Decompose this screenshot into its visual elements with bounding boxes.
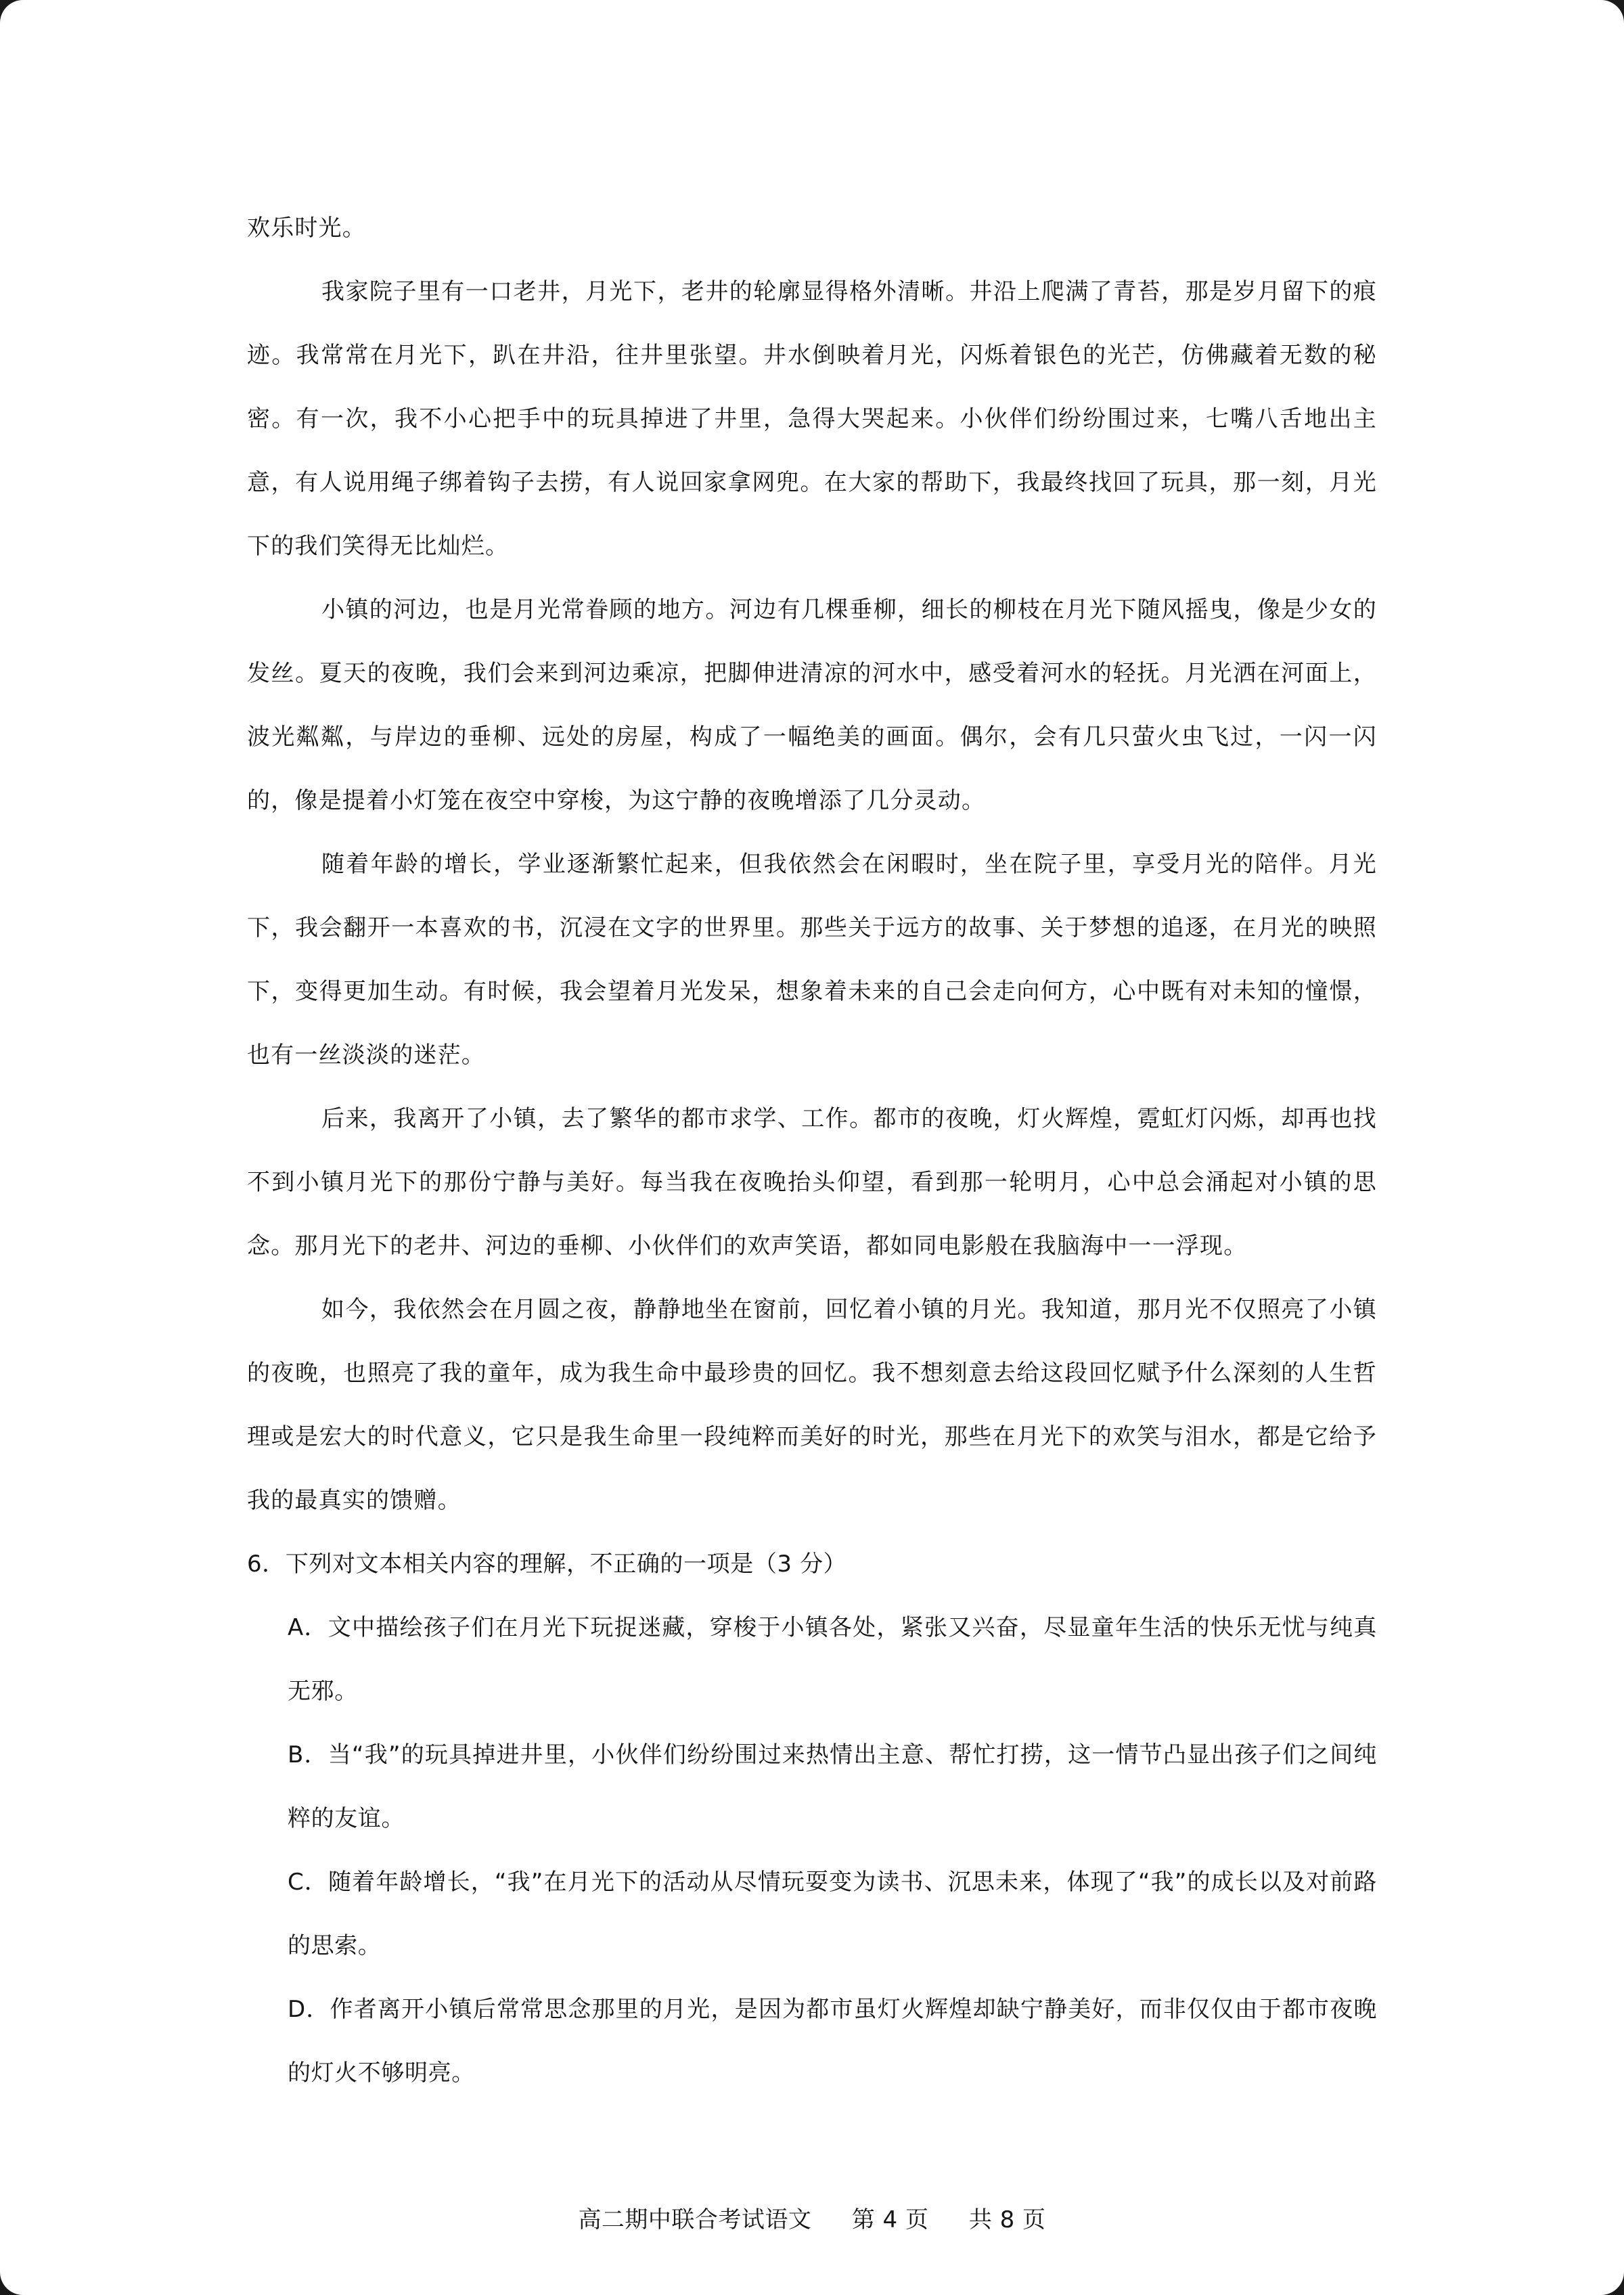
page-footer	[0, 2201, 1624, 2234]
footer-total-pages: 共 8 页	[968, 2206, 1046, 2233]
page-content	[247, 196, 1377, 2105]
passage-paragraph: 随着年龄的增长，学业逐渐繁忙起来，但我依然会在闲暇时，坐在院子里，享受月光的陪伴。月光下，我会翻开一本喜欢的书，沉浸在文字的世界里。那些关于远方的故事、关于梦想的追逐，在月光的映照下，变得更加生动。有时候，我会望着月光发呆，想象着未来的自己会走向何方，心中既有对未知的憧憬，也有一丝淡淡的迷茫。	[247, 851, 1377, 1069]
footer-page-number: 第 4 页	[851, 2206, 929, 2233]
question-6	[247, 1532, 1377, 2105]
passage-paragraph: 我家院子里有一口老井，月光下，老井的轮廓显得格外清晰。井沿上爬满了青苔，那是岁月留下的痕迹。我常常在月光下，趴在井沿，往井里张望。井水倒映着月光，闪烁着银色的光芒，仿佛藏着无数的秘密。有一次，我不小心把手中的玩具掉进了井里，急得大哭起来。小伙伴们纷纷围过来，七嘴八舌地出主意，有人说用绳子绑着钩子去捞，有人说回家拿网兜。在大家的帮助下，我最终找回了玩具，那一刻，月光下的我们笑得无比灿烂。	[247, 278, 1377, 560]
option-b: B．当“我”的玩具掉进井里，小伙伴们纷纷围过来热情出主意、帮忙打捞，这一情节凸显出孩子们之间纯粹的友谊。	[288, 1741, 1377, 1832]
passage-paragraph: 小镇的河边，也是月光常眷顾的地方。河边有几棵垂柳，细长的柳枝在月光下随风摇曳，像是少女的发丝。夏天的夜晚，我们会来到河边乘凉，把脚伸进清凉的河水中，感受着河水的轻抚。月光洒在河面上，波光粼粼，与岸边的垂柳、远处的房屋，构成了一幅绝美的画面。偶尔，会有几只萤火虫飞过，一闪一闪的，像是提着小灯笼在夜空中穿梭，为这宁静的夜晚增添了几分灵动。	[247, 596, 1377, 814]
question-stem: 6．下列对文本相关内容的理解，不正确的一项是（3 分）	[247, 1551, 847, 1578]
option-c: C．随着年龄增长，“我”在月光下的活动从尽情玩耍变为读书、沉思未来，体现了“我”的成长以及对前路的思索。	[288, 1869, 1377, 1959]
option-a: A．文中描绘孩子们在月光下玩捉迷藏，穿梭于小镇各处，紧张又兴奋，尽显童年生活的快乐无忧与纯真无邪。	[288, 1614, 1377, 1705]
passage-paragraph: 如今，我依然会在月圆之夜，静静地坐在窗前，回忆着小镇的月光。我知道，那月光不仅照亮了小镇的夜晚，也照亮了我的童年，成为我生命中最珍贵的回忆。我不想刻意去给这段回忆赋予什么深刻的人生哲理或是宏大的时代意义，它只是我生命里一段纯粹而美好的时光，那些在月光下的欢笑与泪水，都是它给予我的最真实的馈赠。	[247, 1296, 1377, 1514]
option-d: D．作者离开小镇后常常思念那里的月光，是因为都市虽灯火辉煌却缺宁静美好，而非仅仅由于都市夜晚的灯火不够明亮。	[288, 1996, 1377, 2087]
passage-paragraph: 后来，我离开了小镇，去了繁华的都市求学、工作。都市的夜晚，灯火辉煌，霓虹灯闪烁，却再也找不到小镇月光下的那份宁静与美好。每当我在夜晚抬头仰望，看到那一轮明月，心中总会涌起对小镇的思念。那月光下的老井、河边的垂柳、小伙伴们的欢声笑语，都如同电影般在我脑海中一一浮现。	[247, 1105, 1377, 1260]
passage-paragraph: 欢乐时光。	[247, 215, 366, 242]
reading-passage	[247, 196, 1377, 1532]
footer-exam-title: 高二期中联合考试语文	[578, 2206, 812, 2233]
